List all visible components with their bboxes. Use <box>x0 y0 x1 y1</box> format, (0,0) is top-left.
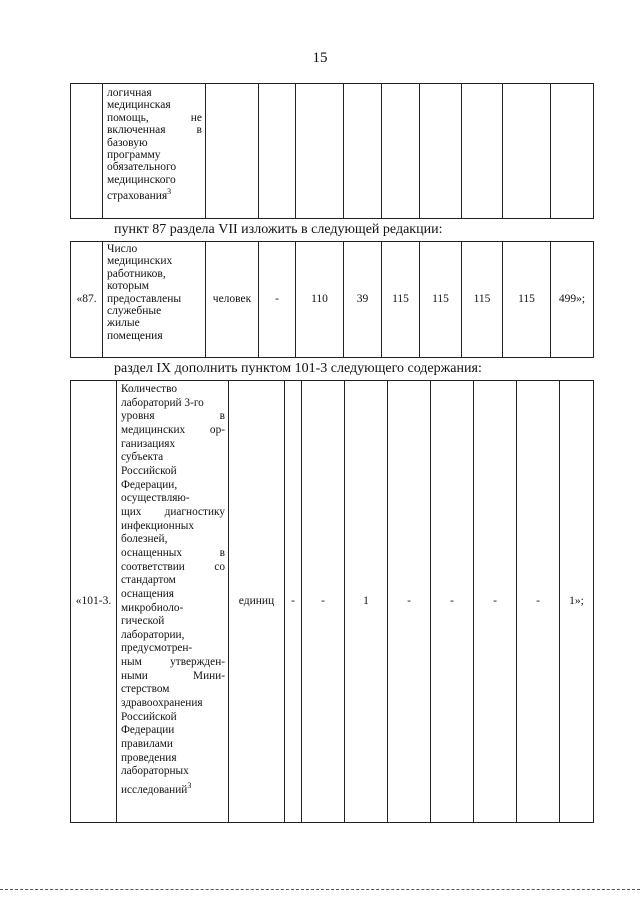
value-cell: 110 <box>296 242 344 358</box>
value-cell: - <box>388 381 431 823</box>
name-line: оснащения <box>121 587 175 600</box>
table-row <box>71 242 594 358</box>
name-line: Федерации, <box>121 478 178 491</box>
name-line: медицинского <box>107 173 176 186</box>
name-line <box>121 779 225 797</box>
name-line <box>107 186 202 202</box>
unit-cell: единиц <box>229 381 285 823</box>
name-line: правилами <box>121 738 173 751</box>
name-line: инфекционных <box>121 519 194 532</box>
name-line: обязательного <box>107 161 177 174</box>
value-cell <box>344 84 382 219</box>
value-cell: 1»; <box>560 381 594 823</box>
name-line: соответствии со <box>121 560 225 573</box>
name-line: болезней, <box>121 533 168 546</box>
name-line: Российской <box>121 464 177 477</box>
value-cell <box>420 84 462 219</box>
name-line: Российской <box>121 710 177 723</box>
instruction-line-87: пункт 87 раздела VII изложить в следующей редакции: <box>114 222 443 237</box>
value-cell: 115 <box>462 242 503 358</box>
table-row <box>71 84 594 219</box>
row-number-cell: «101-3. <box>71 381 117 823</box>
name-line: здравоохранения <box>121 697 203 710</box>
name-line: ным утвержден- <box>121 656 225 669</box>
name-line: базовую <box>107 136 148 149</box>
table-row <box>71 381 594 823</box>
name-line: осуществляю- <box>121 492 190 505</box>
name-line: стерством <box>121 683 170 696</box>
page-number: 15 <box>312 50 328 66</box>
name-line: предусмотрен- <box>121 642 193 655</box>
value-cell: - <box>285 381 302 823</box>
name-line: уровня в <box>121 410 225 423</box>
value-cell <box>503 84 551 219</box>
value-cell: 39 <box>344 242 382 358</box>
value-cell: - <box>302 381 345 823</box>
name-line: лабораторных <box>121 765 189 778</box>
name-line: гической <box>121 615 165 628</box>
name-line: стандартом <box>121 574 176 587</box>
name-line: ными Мини- <box>121 669 225 682</box>
name-line-text: исследований <box>121 783 188 796</box>
value-cell <box>382 84 420 219</box>
value-cell: 499»; <box>551 242 594 358</box>
page-footer-rule <box>0 889 640 892</box>
value-cell <box>296 84 344 219</box>
name-line: лабораторий 3-го <box>121 396 204 409</box>
name-line: Федерации <box>121 724 175 737</box>
name-line: микробиоло- <box>121 601 184 614</box>
name-line: медицинских ор- <box>121 423 225 436</box>
table-row-101-3 <box>70 380 594 823</box>
value-cell: 115 <box>420 242 462 358</box>
value-cell: 115 <box>382 242 420 358</box>
name-line-text: страхования <box>107 190 168 203</box>
unit-cell: человек <box>206 242 259 358</box>
name-line: Количество <box>121 383 177 395</box>
name-line: помощь, не <box>107 111 202 124</box>
value-cell: - <box>474 381 517 823</box>
indicator-name-cell <box>103 84 206 219</box>
name-line: работников, <box>107 267 166 280</box>
instruction-line-101-3: раздел IX дополнить пунктом 101-3 следующего содержания: <box>114 361 482 376</box>
value-cell <box>462 84 503 219</box>
value-cell: - <box>517 381 560 823</box>
indicator-name-cell <box>103 242 206 358</box>
name-line: медицинская <box>107 99 171 112</box>
name-line: Число <box>107 243 138 255</box>
footnote-mark: 3 <box>187 781 192 791</box>
value-cell: 115 <box>503 242 551 358</box>
name-line: предоставлены <box>107 292 182 305</box>
name-line: лаборатории, <box>121 628 185 641</box>
name-line: оснащенных в <box>121 546 225 559</box>
value-cell: - <box>259 242 296 358</box>
row-number-cell <box>71 84 103 219</box>
value-cell <box>551 84 594 219</box>
table-row-87 <box>70 241 594 358</box>
row-number-cell: «87. <box>71 242 103 358</box>
name-line: служебные <box>107 305 162 318</box>
name-line: медицинских <box>107 255 173 268</box>
name-line: включенная в <box>107 124 202 137</box>
name-line: жилые <box>107 317 140 330</box>
value-cell <box>259 84 296 219</box>
name-line: субъекта <box>121 451 164 464</box>
footnote-mark: 3 <box>167 187 172 197</box>
table-continuation <box>70 83 594 219</box>
name-line: которым <box>107 280 149 293</box>
name-line: щих диагностику <box>121 505 225 518</box>
indicator-name-cell <box>117 381 229 823</box>
name-line: помещения <box>107 329 163 342</box>
name-line: логичная <box>107 87 152 99</box>
name-line: программу <box>107 149 161 162</box>
value-cell: - <box>431 381 474 823</box>
unit-cell <box>206 84 259 219</box>
value-cell: 1 <box>345 381 388 823</box>
name-line: ганизациях <box>121 437 176 450</box>
name-line: проведения <box>121 751 177 764</box>
